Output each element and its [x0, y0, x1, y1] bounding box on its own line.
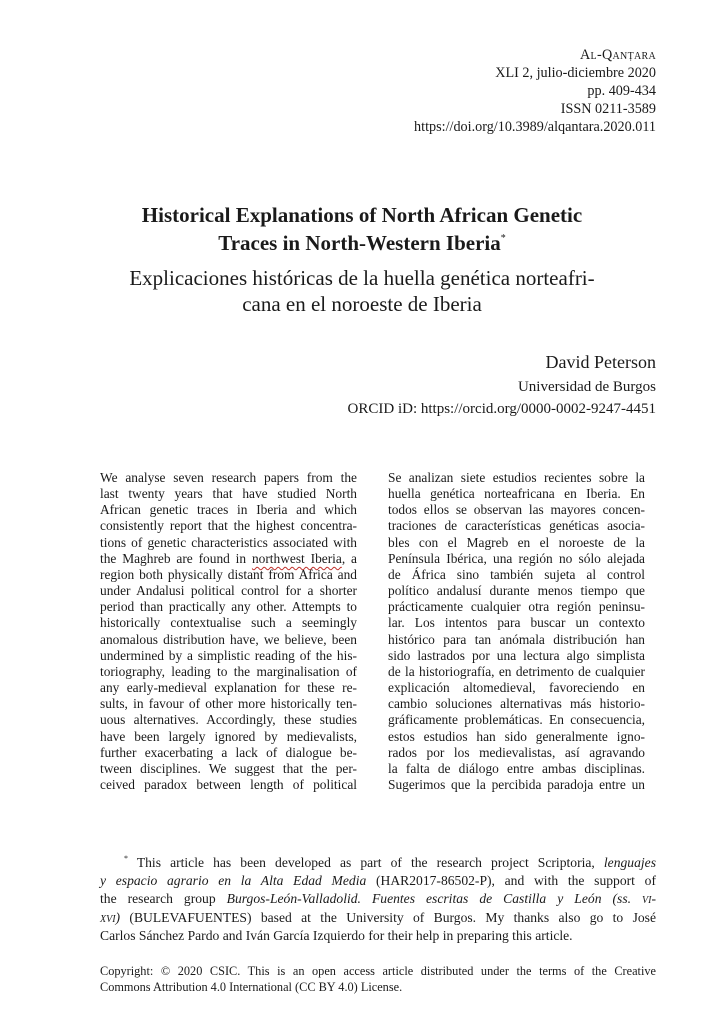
abstract-english — [100, 470, 357, 793]
abstract-line: político andalusí durante menos tiempo que — [388, 583, 645, 599]
abstract-line: traciones de características genéticas asocia- — [388, 518, 645, 534]
abstract-line: any early-medieval explanation for these re- — [100, 680, 357, 696]
footnote-line-2 — [100, 872, 656, 890]
journal-pages: pp. 409-434 — [587, 83, 656, 99]
copyright-line-1: Copyright: © 2020 CSIC. This is an open access article distributed under the terms of the Creative — [100, 964, 656, 978]
footnote-text: (BULEVAFUENTES) based at the University of Burgos. My thanks also go to José — [120, 909, 656, 925]
journal-issue: XLI 2, julio-diciembre 2020 — [495, 65, 656, 81]
abstract-line-text: the Maghreb are found in — [100, 550, 252, 566]
footnote-text: the research group — [100, 891, 227, 907]
author-name: David Peterson — [545, 352, 656, 372]
abstract-line: Sugerimos que la percibida paradoja entre un — [388, 776, 645, 792]
abstract-line: lar. Los intentos para buscar un contexto — [388, 615, 645, 631]
abstract-line: bles con el Magreb en el noroeste de la — [388, 534, 645, 550]
journal-header — [414, 46, 656, 136]
abstract-line: undermined by a simplistic reading of the his- — [100, 647, 357, 663]
abstract-line-highlighted — [100, 551, 357, 567]
footnote-line-3 — [100, 890, 656, 908]
copyright-notice — [100, 963, 656, 996]
spellcheck-highlight[interactable]: northwest Iberia — [251, 550, 342, 566]
abstract-spanish — [388, 470, 645, 793]
abstract-line: cambio soluciones alternativas más historio- — [388, 696, 645, 712]
abstract-line: Península Ibérica, una región no sólo alejada — [388, 550, 645, 566]
journal-name: Al-Qanṭara — [580, 47, 656, 63]
footnote-italic: y espacio agrario en la Alta Edad Media — [100, 873, 367, 889]
abstract-line: huella genética norteafricana en Iberia. En — [388, 486, 645, 502]
abstract-line: sido lastrados por una lectura algo simplista — [388, 647, 645, 663]
footnote-line-4 — [100, 909, 656, 927]
author-affiliation: Universidad de Burgos — [517, 379, 656, 395]
abstract-line: African genetic traces in Iberia and which — [100, 502, 357, 518]
abstract-line: de África sino también sujeta al control — [388, 566, 645, 582]
abstract-line: Se analizan siete estudios recientes sobre la — [388, 470, 645, 485]
abstract-line: tween disciplines. We suggest that the per- — [100, 760, 357, 776]
author-block — [348, 350, 656, 420]
abstract-line: la falta de diálogo entre ambas disciplinas. — [388, 760, 645, 776]
abstract-line: de la historiografía, en detrimento de cualquier — [388, 663, 645, 679]
footnote-text: This article has been developed as part of the research project Scriptoria, — [136, 855, 604, 870]
abstract-line: estos estudios han sido generalmente igno- — [388, 728, 645, 744]
footnote-marker: * — [124, 854, 128, 863]
abstract-line: historically contextualise such a seemingly — [100, 615, 357, 631]
journal-issn: ISSN 0211-3589 — [560, 101, 656, 117]
abstract-line: histórico para tan anómala distribución han — [388, 631, 645, 647]
abstract-line: anomalous distribution have, we believe, been — [100, 631, 357, 647]
footnote — [100, 850, 656, 945]
title-english-line-1: Historical Explanations of North African Genetic — [141, 203, 583, 227]
abstract-line: uous alternatives. Accordingly, these studies — [100, 712, 357, 728]
abstract-line: We analyse seven research papers from the — [100, 470, 357, 485]
footnote-italic: Burgos-León-Valladolid. Fuentes escritas de Castilla y León (ss. — [226, 891, 643, 907]
title-footnote-marker[interactable]: * — [500, 233, 506, 244]
abstract-line-suffix: , a — [341, 550, 357, 566]
title-spanish — [60, 265, 664, 317]
abstract-line: tions of genetic characteristics associated with — [100, 534, 357, 550]
footnote-line-1 — [100, 850, 656, 872]
journal-doi[interactable]: https://doi.org/10.3989/alqantara.2020.011 — [414, 119, 656, 135]
abstract-line: prácticamente cualquier otra región peninsu- — [388, 599, 645, 615]
title-english-line-2 — [60, 227, 664, 255]
abstract-line: gráficamente problemáticas. En consecuencia, — [388, 712, 645, 728]
title-spanish-line-2: cana en el noroeste de Iberia — [242, 292, 482, 316]
footnote-text: (HAR2017-86502-P), and with the support of — [366, 873, 656, 889]
footnote-italic: lenguajes — [603, 855, 656, 870]
abstract-line: have been largely ignored by medievalists, — [100, 728, 357, 744]
abstract-line: under Andalusi political control for a shorter — [100, 583, 357, 599]
abstract-line: period than practically any other. Attempts to — [100, 599, 357, 615]
abstract-line: rados por los medievalistas, así agravando — [388, 744, 645, 760]
title-spanish-line-1: Explicaciones históricas de la huella genética norteafri- — [129, 266, 595, 290]
abstract-line: toriography, leading to the marginalisation of — [100, 663, 357, 679]
abstract-line: todos ellos se observan las mayores concen- — [388, 502, 645, 518]
abstract-line: region both physically distant from Africa and — [100, 566, 357, 582]
footnote-smallcaps: xvi) — [100, 909, 121, 925]
abstract-line: ceived paradox between length of political — [100, 776, 357, 792]
author-orcid[interactable]: ORCID iD: https://orcid.org/0000-0002-9247-4451 — [347, 401, 656, 417]
footnote-line-5: Carlos Sánchez Pardo and Iván García Izquierdo for their help in preparing this article. — [100, 927, 573, 943]
abstract-line: explicación altomedieval, favoreciendo en — [388, 680, 645, 696]
abstract-line: sults, in favour of other more historically ten- — [100, 696, 357, 712]
abstract-line: further exacerbating a lack of dialogue be- — [100, 744, 357, 760]
abstract-line: last twenty years that have studied North — [100, 486, 357, 502]
footnote-smallcaps: vi- — [642, 891, 656, 907]
title-english-line-2-text: Traces in North-Western Iberia — [218, 231, 501, 255]
abstract-line: consistently report that the highest concentra- — [100, 518, 357, 534]
copyright-line-2: Commons Attribution 4.0 International (CC BY 4.0) License. — [100, 980, 403, 995]
title-english — [60, 203, 664, 255]
